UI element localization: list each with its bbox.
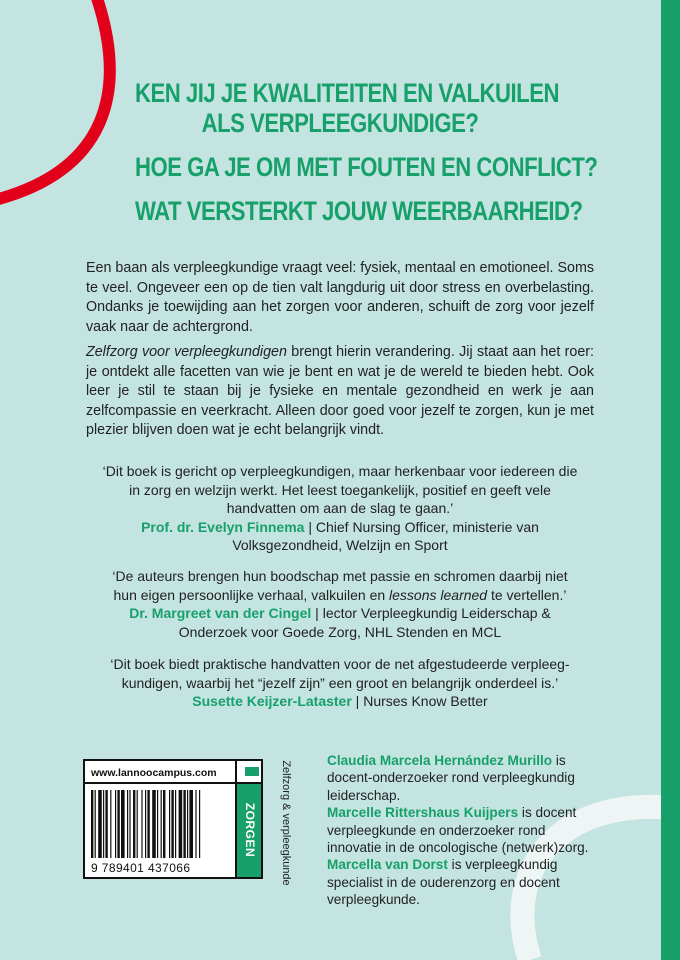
author-bio: is docent verpleegkunde en onderzoeker rond innovatie in de oncologische (netwerk)zorg. (327, 805, 589, 856)
quote-1 (100, 462, 580, 555)
book-title-italic: Zelfzorg voor verpleegkundigen (86, 344, 287, 360)
headline-block (90, 78, 598, 226)
green-spine-strip (661, 0, 680, 960)
barcode-box (83, 759, 263, 879)
quote-text-after: te vertellen.’ (487, 586, 567, 603)
publisher-url: www.lannoocampus.com (91, 767, 217, 779)
quote-role: | Chief Nursing Officer, ministerie van Volksgezondheid, Welzijn en Sport (232, 518, 539, 554)
author-name: Marcelle Rittershaus Kuijpers (327, 805, 519, 821)
description-rest: brengt hierin verandering. Jij staat aan het roer: je ontdekt alle facetten van wie je bent en wat je de wereld te bieden hebt. Ook leer je stil te staan bij je fysieke en mentale gezondheid en werk je aan zelfcompassie en veerkracht. Alleen door goed voor jezelf te zorgen, kun je met plezier blijven doen wat je echt belangrijk vindt. (86, 344, 594, 438)
category-label: ZORGEN (243, 802, 257, 858)
headline-4: WAT VERSTERKT JOUW WEERBAARHEID? (135, 196, 583, 226)
quote-role: | Nurses Know Better (351, 693, 488, 710)
quote-author: Prof. dr. Evelyn Finnema (141, 518, 305, 535)
description-paragraph (86, 343, 594, 441)
author-bios (327, 752, 602, 909)
quote-3 (100, 655, 580, 711)
series-label: Zelfzorg & verpleegkunde (280, 760, 292, 886)
author-bio: is verpleegkundig specialist in de ouderenzorg en docent verpleegkunde. (327, 857, 560, 908)
quote-author: Susette Keijzer-Lataster (192, 693, 352, 710)
quote-2 (100, 567, 580, 641)
headline-3: HOE GA JE OM MET FOUTEN EN CONFLICT? (135, 152, 598, 182)
author-name: Claudia Marcela Hernández Murillo (327, 753, 553, 768)
green-flag-icon (245, 767, 259, 776)
quote-text: ‘Dit boek is gericht op verpleegkundigen, maar herkenbaar voor iedereen die in zorg en welzijn werkt. Het leest toegankelijk, positief en geeft vele handvatten om aan de slag te gaan.’ (102, 463, 578, 517)
quote-text-italic: lessons learned (389, 586, 488, 603)
intro-paragraph: Een baan als verpleegkundige vraagt veel: fysiek, mentaal en emotioneel. Soms te veel. Ongeveer een op de tien valt langdurig uit door stress en overbelasting. Ondanks je toewijding aan het zorgen voor anderen, schuift de zorg voor jezelf vaak naar de achtergrond. (86, 260, 594, 335)
headline-2: ALS VERPLEEGKUNDIGE? (201, 108, 479, 138)
quote-role: | lector Verpleegkundig Leiderschap & Onderzoek voor Goede Zorg, NHL Stenden en MCL (178, 605, 551, 640)
isbn-number: 9 789401 437066 (91, 861, 191, 875)
barcode-icon (91, 790, 231, 858)
quote-text: ‘Dit boek biedt praktische handvatten voor de net afgestudeerde verpleeg-kundigen, waarbij het “jezelf zijn” een groot en belangrijk onderdeel is.’ (110, 656, 570, 691)
author-name: Marcella van Dorst (327, 857, 448, 873)
headline-1: KEN JIJ JE KWALITEITEN EN VALKUILEN (135, 78, 559, 108)
author-bio: is docent-onderzoeker rond verpleegkundig leiderschap. (327, 753, 575, 803)
quote-text-before: ‘De auteurs brengen hun boodschap met passie en schromen daarbij niet hun eigen persoonlijke verhaal, valkuilen en (112, 568, 568, 603)
quote-author: Dr. Margreet van der Cingel (129, 605, 312, 622)
